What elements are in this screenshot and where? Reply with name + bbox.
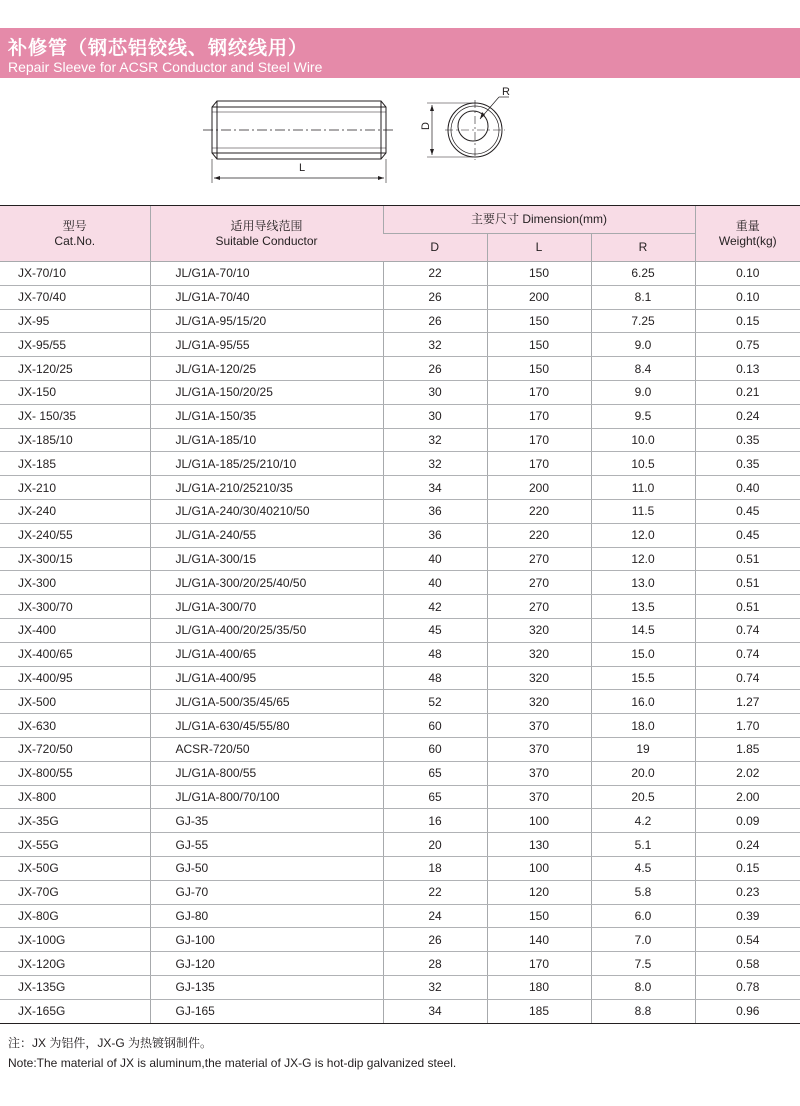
table-row bbox=[0, 523, 800, 547]
cell-l: 270 bbox=[487, 547, 591, 571]
cell-conductor: JL/G1A-95/15/20 bbox=[150, 309, 383, 333]
table-row bbox=[0, 999, 800, 1023]
table-row bbox=[0, 714, 800, 738]
table-row bbox=[0, 262, 800, 286]
table-row bbox=[0, 428, 800, 452]
cell-l: 370 bbox=[487, 785, 591, 809]
cell-l: 220 bbox=[487, 499, 591, 523]
cell-conductor: JL/G1A-70/40 bbox=[150, 285, 383, 309]
cell-d: 48 bbox=[383, 666, 487, 690]
note-cn: 注：JX 为铝件，JX-G 为热镀钢制件。 bbox=[8, 1036, 213, 1050]
cell-d: 34 bbox=[383, 476, 487, 500]
label-r: R bbox=[502, 86, 510, 98]
cell-cat: JX-185 bbox=[0, 452, 150, 476]
cell-d: 52 bbox=[383, 690, 487, 714]
cell-l: 270 bbox=[487, 595, 591, 619]
cell-weight: 0.58 bbox=[695, 952, 800, 976]
cell-weight: 0.09 bbox=[695, 809, 800, 833]
table-row bbox=[0, 642, 800, 666]
cell-conductor: JL/G1A-300/15 bbox=[150, 547, 383, 571]
cell-conductor: JL/G1A-95/55 bbox=[150, 333, 383, 357]
cell-d: 60 bbox=[383, 714, 487, 738]
cell-weight: 0.51 bbox=[695, 547, 800, 571]
cell-weight: 1.70 bbox=[695, 714, 800, 738]
cell-weight: 0.96 bbox=[695, 999, 800, 1023]
cell-conductor: GJ-55 bbox=[150, 833, 383, 857]
cell-conductor: JL/G1A-210/25210/35 bbox=[150, 476, 383, 500]
cell-cat: JX-720/50 bbox=[0, 737, 150, 761]
title-banner bbox=[0, 28, 800, 78]
cell-weight: 0.39 bbox=[695, 904, 800, 928]
cell-conductor: JL/G1A-400/95 bbox=[150, 666, 383, 690]
cell-cat: JX-95/55 bbox=[0, 333, 150, 357]
cell-r: 15.0 bbox=[591, 642, 695, 666]
table-row bbox=[0, 737, 800, 761]
cell-d: 65 bbox=[383, 785, 487, 809]
cell-cat: JX-135G bbox=[0, 975, 150, 999]
table-row bbox=[0, 309, 800, 333]
cell-cat: JX-500 bbox=[0, 690, 150, 714]
cell-weight: 1.85 bbox=[695, 737, 800, 761]
cell-r: 5.8 bbox=[591, 880, 695, 904]
header-l: L bbox=[487, 234, 591, 262]
cell-weight: 0.21 bbox=[695, 380, 800, 404]
cell-l: 100 bbox=[487, 856, 591, 880]
cell-weight: 0.10 bbox=[695, 262, 800, 286]
cell-d: 28 bbox=[383, 952, 487, 976]
cell-l: 130 bbox=[487, 833, 591, 857]
cell-weight: 0.24 bbox=[695, 404, 800, 428]
cell-d: 32 bbox=[383, 452, 487, 476]
cell-d: 36 bbox=[383, 499, 487, 523]
cell-conductor: JL/G1A-240/30/40210/50 bbox=[150, 499, 383, 523]
cell-cat: JX-70/10 bbox=[0, 262, 150, 286]
cell-conductor: ACSR-720/50 bbox=[150, 737, 383, 761]
cell-d: 48 bbox=[383, 642, 487, 666]
cell-cat: JX-210 bbox=[0, 476, 150, 500]
cell-cat: JX-100G bbox=[0, 928, 150, 952]
cell-weight: 0.74 bbox=[695, 618, 800, 642]
cell-l: 170 bbox=[487, 452, 591, 476]
table-row bbox=[0, 785, 800, 809]
cell-weight: 0.74 bbox=[695, 642, 800, 666]
spec-table bbox=[0, 205, 800, 1024]
cell-r: 20.5 bbox=[591, 785, 695, 809]
cell-r: 15.5 bbox=[591, 666, 695, 690]
cell-weight: 0.35 bbox=[695, 452, 800, 476]
table-row bbox=[0, 928, 800, 952]
notes bbox=[8, 1033, 456, 1073]
cell-weight: 0.35 bbox=[695, 428, 800, 452]
cell-weight: 0.51 bbox=[695, 571, 800, 595]
cell-weight: 0.15 bbox=[695, 309, 800, 333]
table-row bbox=[0, 452, 800, 476]
note-en: Note:The material of JX is aluminum,the material of JX-G is hot-dip galvanized steel. bbox=[8, 1056, 457, 1070]
cell-cat: JX-800 bbox=[0, 785, 150, 809]
cell-r: 6.25 bbox=[591, 262, 695, 286]
cell-conductor: JL/G1A-400/20/25/35/50 bbox=[150, 618, 383, 642]
cell-conductor: JL/G1A-240/55 bbox=[150, 523, 383, 547]
cell-d: 34 bbox=[383, 999, 487, 1023]
cell-cat: JX-240/55 bbox=[0, 523, 150, 547]
cell-l: 170 bbox=[487, 952, 591, 976]
cell-r: 14.5 bbox=[591, 618, 695, 642]
table-row bbox=[0, 618, 800, 642]
cell-cat: JX-300/15 bbox=[0, 547, 150, 571]
cell-weight: 0.23 bbox=[695, 880, 800, 904]
cell-l: 140 bbox=[487, 928, 591, 952]
cell-conductor: GJ-70 bbox=[150, 880, 383, 904]
cell-cat: JX-800/55 bbox=[0, 761, 150, 785]
table-row bbox=[0, 571, 800, 595]
cell-cat: JX-630 bbox=[0, 714, 150, 738]
cell-cat: JX-80G bbox=[0, 904, 150, 928]
cell-r: 19 bbox=[591, 737, 695, 761]
sleeve-drawing bbox=[195, 85, 525, 190]
header-d: D bbox=[383, 234, 487, 262]
cell-l: 150 bbox=[487, 357, 591, 381]
cell-l: 320 bbox=[487, 666, 591, 690]
cell-conductor: JL/G1A-120/25 bbox=[150, 357, 383, 381]
table-row bbox=[0, 333, 800, 357]
cell-r: 9.0 bbox=[591, 380, 695, 404]
cell-r: 11.5 bbox=[591, 499, 695, 523]
cell-r: 11.0 bbox=[591, 476, 695, 500]
page-title-en: Repair Sleeve for ACSR Conductor and Steel Wire bbox=[8, 59, 323, 75]
cell-l: 370 bbox=[487, 714, 591, 738]
header-dimension: 主要尺寸 Dimension(mm) bbox=[383, 206, 695, 234]
cell-r: 18.0 bbox=[591, 714, 695, 738]
cell-r: 5.1 bbox=[591, 833, 695, 857]
cell-weight: 0.40 bbox=[695, 476, 800, 500]
cell-r: 6.0 bbox=[591, 904, 695, 928]
cell-conductor: GJ-165 bbox=[150, 999, 383, 1023]
cell-r: 4.2 bbox=[591, 809, 695, 833]
cell-weight: 2.00 bbox=[695, 785, 800, 809]
cell-d: 22 bbox=[383, 262, 487, 286]
table-row bbox=[0, 595, 800, 619]
cell-weight: 0.45 bbox=[695, 499, 800, 523]
table-row bbox=[0, 856, 800, 880]
cell-conductor: JL/G1A-185/25/210/10 bbox=[150, 452, 383, 476]
cell-conductor: GJ-120 bbox=[150, 952, 383, 976]
cell-cat: JX-50G bbox=[0, 856, 150, 880]
cell-r: 13.0 bbox=[591, 571, 695, 595]
cell-d: 32 bbox=[383, 428, 487, 452]
cell-d: 32 bbox=[383, 333, 487, 357]
cell-cat: JX-120G bbox=[0, 952, 150, 976]
cell-l: 150 bbox=[487, 904, 591, 928]
cell-cat: JX-400/65 bbox=[0, 642, 150, 666]
cell-conductor: JL/G1A-800/55 bbox=[150, 761, 383, 785]
cell-weight: 0.24 bbox=[695, 833, 800, 857]
cell-d: 22 bbox=[383, 880, 487, 904]
cell-d: 20 bbox=[383, 833, 487, 857]
cell-r: 10.5 bbox=[591, 452, 695, 476]
cell-conductor: JL/G1A-500/35/45/65 bbox=[150, 690, 383, 714]
cell-d: 45 bbox=[383, 618, 487, 642]
cell-d: 36 bbox=[383, 523, 487, 547]
cell-d: 26 bbox=[383, 357, 487, 381]
cell-d: 40 bbox=[383, 547, 487, 571]
cell-d: 65 bbox=[383, 761, 487, 785]
cell-l: 170 bbox=[487, 428, 591, 452]
cell-r: 16.0 bbox=[591, 690, 695, 714]
cell-conductor: JL/G1A-400/65 bbox=[150, 642, 383, 666]
cell-conductor: JL/G1A-150/20/25 bbox=[150, 380, 383, 404]
cell-weight: 0.13 bbox=[695, 357, 800, 381]
table-row bbox=[0, 761, 800, 785]
label-l: L bbox=[299, 162, 306, 174]
cell-r: 10.0 bbox=[591, 428, 695, 452]
cell-r: 20.0 bbox=[591, 761, 695, 785]
header-cat: 型号 Cat.No. bbox=[0, 206, 150, 262]
cell-cat: JX-300/70 bbox=[0, 595, 150, 619]
cell-d: 30 bbox=[383, 404, 487, 428]
cell-cat: JX-400/95 bbox=[0, 666, 150, 690]
cell-d: 42 bbox=[383, 595, 487, 619]
cell-l: 370 bbox=[487, 737, 591, 761]
cell-d: 26 bbox=[383, 309, 487, 333]
cell-weight: 0.54 bbox=[695, 928, 800, 952]
table-row bbox=[0, 833, 800, 857]
cell-conductor: JL/G1A-70/10 bbox=[150, 262, 383, 286]
cell-d: 24 bbox=[383, 904, 487, 928]
cell-d: 60 bbox=[383, 737, 487, 761]
table-row bbox=[0, 809, 800, 833]
page-title-cn: 补修管（钢芯铝铰线、钢绞线用） bbox=[8, 37, 309, 59]
cell-conductor: GJ-80 bbox=[150, 904, 383, 928]
cell-conductor: JL/G1A-630/45/55/80 bbox=[150, 714, 383, 738]
table-row bbox=[0, 547, 800, 571]
cell-weight: 0.51 bbox=[695, 595, 800, 619]
cell-r: 8.1 bbox=[591, 285, 695, 309]
cell-l: 320 bbox=[487, 690, 591, 714]
cell-l: 200 bbox=[487, 285, 591, 309]
cell-conductor: GJ-50 bbox=[150, 856, 383, 880]
cell-r: 7.25 bbox=[591, 309, 695, 333]
header-conductor: 适用导线范围 Suitable Conductor bbox=[150, 206, 383, 262]
cell-weight: 0.15 bbox=[695, 856, 800, 880]
cell-r: 7.0 bbox=[591, 928, 695, 952]
cell-cat: JX-150 bbox=[0, 380, 150, 404]
cell-conductor: JL/G1A-300/20/25/40/50 bbox=[150, 571, 383, 595]
cell-conductor: JL/G1A-150/35 bbox=[150, 404, 383, 428]
cell-weight: 0.75 bbox=[695, 333, 800, 357]
cell-weight: 2.02 bbox=[695, 761, 800, 785]
cell-conductor: GJ-35 bbox=[150, 809, 383, 833]
cell-cat: JX-120/25 bbox=[0, 357, 150, 381]
cell-l: 200 bbox=[487, 476, 591, 500]
cell-r: 12.0 bbox=[591, 523, 695, 547]
cell-r: 4.5 bbox=[591, 856, 695, 880]
cell-weight: 0.45 bbox=[695, 523, 800, 547]
cell-cat: JX-185/10 bbox=[0, 428, 150, 452]
cell-cat: JX-300 bbox=[0, 571, 150, 595]
table-row bbox=[0, 880, 800, 904]
header-r: R bbox=[591, 234, 695, 262]
cell-cat: JX-165G bbox=[0, 999, 150, 1023]
table-row bbox=[0, 904, 800, 928]
table-row bbox=[0, 404, 800, 428]
table-row bbox=[0, 476, 800, 500]
cell-d: 40 bbox=[383, 571, 487, 595]
cell-r: 7.5 bbox=[591, 952, 695, 976]
cell-cat: JX-55G bbox=[0, 833, 150, 857]
table-row bbox=[0, 380, 800, 404]
cell-cat: JX-240 bbox=[0, 499, 150, 523]
cell-l: 370 bbox=[487, 761, 591, 785]
cell-r: 12.0 bbox=[591, 547, 695, 571]
table-row bbox=[0, 285, 800, 309]
cell-r: 8.8 bbox=[591, 999, 695, 1023]
cell-conductor: JL/G1A-300/70 bbox=[150, 595, 383, 619]
cell-d: 18 bbox=[383, 856, 487, 880]
cell-conductor: GJ-135 bbox=[150, 975, 383, 999]
cell-d: 30 bbox=[383, 380, 487, 404]
header-weight: 重量 Weight(kg) bbox=[695, 206, 800, 262]
cell-l: 150 bbox=[487, 333, 591, 357]
table-row bbox=[0, 952, 800, 976]
cell-cat: JX-95 bbox=[0, 309, 150, 333]
label-d: D bbox=[420, 122, 432, 130]
cell-l: 320 bbox=[487, 618, 591, 642]
cell-cat: JX-70/40 bbox=[0, 285, 150, 309]
cell-r: 13.5 bbox=[591, 595, 695, 619]
cell-l: 150 bbox=[487, 309, 591, 333]
cell-d: 26 bbox=[383, 285, 487, 309]
cell-cat: JX-35G bbox=[0, 809, 150, 833]
cell-d: 32 bbox=[383, 975, 487, 999]
cell-l: 100 bbox=[487, 809, 591, 833]
cell-r: 8.0 bbox=[591, 975, 695, 999]
cell-conductor: GJ-100 bbox=[150, 928, 383, 952]
cell-d: 16 bbox=[383, 809, 487, 833]
cell-l: 220 bbox=[487, 523, 591, 547]
cell-weight: 0.10 bbox=[695, 285, 800, 309]
cell-cat: JX-70G bbox=[0, 880, 150, 904]
cell-l: 120 bbox=[487, 880, 591, 904]
cell-cat: JX- 150/35 bbox=[0, 404, 150, 428]
table-row bbox=[0, 499, 800, 523]
cell-r: 9.5 bbox=[591, 404, 695, 428]
cell-conductor: JL/G1A-185/10 bbox=[150, 428, 383, 452]
cell-l: 180 bbox=[487, 975, 591, 999]
cell-l: 170 bbox=[487, 380, 591, 404]
cell-weight: 1.27 bbox=[695, 690, 800, 714]
cell-r: 9.0 bbox=[591, 333, 695, 357]
cell-weight: 0.74 bbox=[695, 666, 800, 690]
cell-l: 150 bbox=[487, 262, 591, 286]
table-row bbox=[0, 666, 800, 690]
cell-l: 170 bbox=[487, 404, 591, 428]
cell-l: 320 bbox=[487, 642, 591, 666]
cell-l: 185 bbox=[487, 999, 591, 1023]
table-row bbox=[0, 975, 800, 999]
table-row bbox=[0, 357, 800, 381]
cell-l: 270 bbox=[487, 571, 591, 595]
cell-weight: 0.78 bbox=[695, 975, 800, 999]
cell-conductor: JL/G1A-800/70/100 bbox=[150, 785, 383, 809]
cell-cat: JX-400 bbox=[0, 618, 150, 642]
cell-d: 26 bbox=[383, 928, 487, 952]
table-row bbox=[0, 690, 800, 714]
cell-r: 8.4 bbox=[591, 357, 695, 381]
